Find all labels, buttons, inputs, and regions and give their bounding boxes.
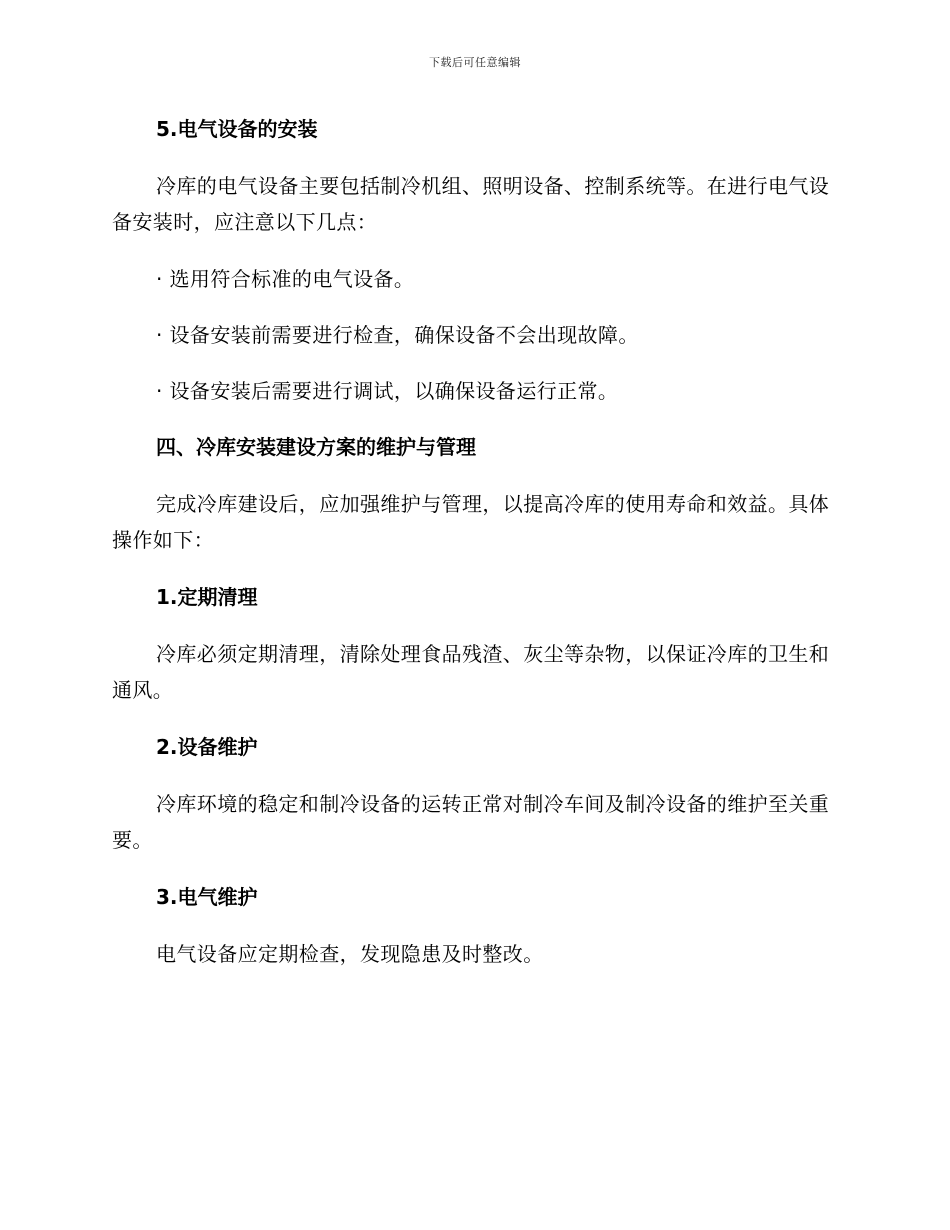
- document-body: [112, 112, 832, 972]
- bullet-item: · 选用符合标准的电气设备。: [156, 267, 415, 291]
- paragraph-maintenance-intro: 完成冷库建设后，应加强维护与管理，以提高冷库的使用寿命和效益。具体操作如下：: [112, 492, 830, 552]
- part-heading-maintenance: 四、冷库安装建设方案的维护与管理: [156, 435, 476, 459]
- header-note: 下载后可任意编辑: [429, 56, 521, 69]
- section-heading-electrical-installation: 5.电气设备的安装: [156, 117, 318, 141]
- paragraph-electrical-maintenance: 电气设备应定期检查，发现隐患及时整改。: [156, 942, 544, 966]
- paragraph-regular-cleaning: 冷库必须定期清理，清除处理食品残渣、灰尘等杂物，以保证冷库的卫生和通风。: [112, 642, 830, 702]
- section-heading-regular-cleaning: 1.定期清理: [156, 585, 258, 609]
- bullet-item: · 设备安装后需要进行调试，以确保设备运行正常。: [156, 379, 619, 403]
- bullet-item: · 设备安装前需要进行检查，确保设备不会出现故障。: [156, 323, 639, 347]
- section-heading-electrical-maintenance: 3.电气维护: [156, 885, 258, 909]
- paragraph-equipment-maintenance: 冷库环境的稳定和制冷设备的运转正常对制冷车间及制冷设备的维护至关重要。: [112, 792, 830, 852]
- paragraph-electrical-installation: 冷库的电气设备主要包括制冷机组、照明设备、控制系统等。在进行电气设备安装时，应注意以下几点：: [112, 174, 830, 234]
- section-heading-equipment-maintenance: 2.设备维护: [156, 735, 258, 759]
